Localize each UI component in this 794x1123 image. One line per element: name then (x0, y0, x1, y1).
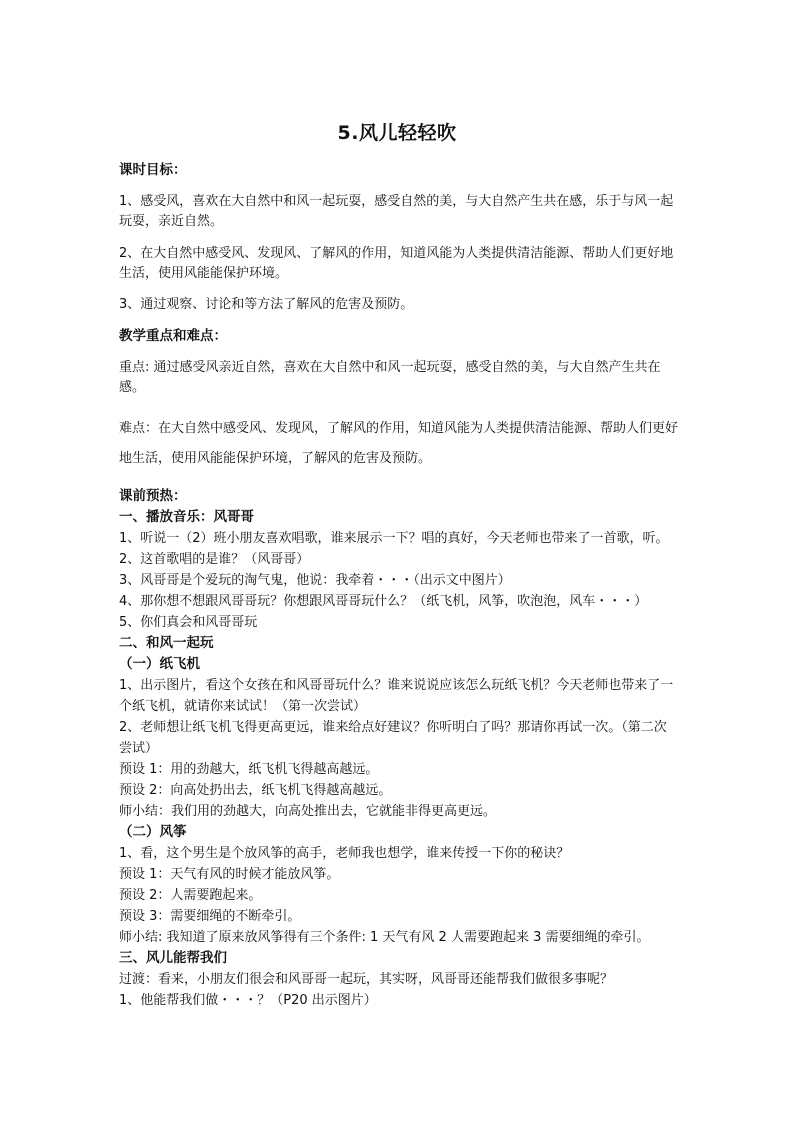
sub1-line: 1、出示图片，看这个女孩在和风哥哥玩什么？谁来说说应该怎么玩纸飞机？今天老师也带来了一个纸飞机，就请你来试试！（第一次尝试） (119, 678, 674, 714)
section1-line: 3、风哥哥是个爱玩的淘气鬼，他说：我牵着・・・（出示文中图片） (119, 573, 511, 588)
section3-heading: 三、风儿能帮我们 (119, 950, 227, 966)
sub1-line: 师小结：我们用的劲越大，向高处推出去，它就能非得更高更远。 (119, 804, 497, 819)
sub2-line: 预设 3：需要细绳的不断牵引。 (119, 909, 301, 924)
objective-2: 2、在大自然中感受风、发现风、了解风的作用，知道风能为人类提供清洁能源、帮助人们更好地生活，使用风能能保护环境。 (119, 246, 674, 281)
warmup-section (119, 486, 679, 1011)
sub2-line: 1、看，这个男生是个放风筝的高手，老师我也想学，谁来传授一下你的秘诀？ (119, 846, 570, 861)
section1-line: 5、你们真会和风哥哥玩 (119, 615, 258, 630)
sub2-line: 预设 1：天气有风的时候才能放风筝。 (119, 867, 340, 882)
sub2-line: 预设 2：人需要跑起来。 (119, 888, 262, 903)
objective-item (119, 244, 679, 284)
section2-heading: 二、和风一起玩 (119, 635, 214, 651)
difficult-point (119, 414, 679, 474)
difficult-point-text: 难点：在大自然中感受风、发现风，了解风的作用，知道风能为人类提供清洁能源、帮助人们更好地生活，使用风能能保护环境，了解风的危害及预防。 (119, 421, 679, 466)
objectives-heading: 课时目标： (119, 162, 187, 178)
section1-line: 1、听说一（2）班小朋友喜欢唱歌，谁来展示一下？唱的真好，今天老师也带来了一首歌，听。 (119, 531, 669, 546)
sub1-line: 预设 2：向高处扔出去，纸飞机飞得越高越远。 (119, 783, 392, 798)
sub1-line: 2、老师想让纸飞机飞得更高更远，谁来给点好建议？你听明白了吗？那请你再试一次。（第二次尝试） (119, 720, 667, 756)
section3-line: 1、他能帮我们做・・・？（P20 出示图片） (119, 993, 377, 1008)
sub2-heading: （二）风筝 (119, 824, 187, 840)
objective-item (119, 192, 679, 232)
objective-item (119, 295, 679, 315)
section3-line: 过渡：看来，小朋友们很会和风哥哥一起玩，其实呀，风哥哥还能帮我们做很多事呢？ (119, 972, 614, 987)
objective-1: 1、感受风，喜欢在大自然中和风一起玩耍，感受自然的美，与大自然产生共在感，乐于与风一起玩耍，亲近自然。 (119, 194, 674, 229)
important-point-text: 重点: 通过感受风亲近自然，喜欢在大自然中和风一起玩耍，感受自然的美，与大自然产生共在感。 (119, 360, 661, 395)
key-points-heading: 教学重点和难点： (119, 328, 227, 344)
section1-line: 2、这首歌唱的是谁？（风哥哥） (119, 552, 310, 567)
objective-3: 3、通过观察、讨论和等方法了解风的危害及预防。 (119, 297, 414, 312)
objectives-section (119, 160, 679, 180)
key-points-section (119, 326, 679, 346)
section1-heading: 一、播放音乐：风哥哥 (119, 509, 254, 525)
warmup-heading: 课前预热： (119, 488, 187, 504)
sub1-heading: （一）纸飞机 (119, 656, 200, 672)
sub2-line: 师小结: 我知道了原来放风筝得有三个条件: 1 天气有风 2 人需要跑起来 3 需要细绳的牵引。 (119, 930, 650, 945)
section1-line: 4、那你想不想跟风哥哥玩？你想跟风哥哥玩什么？（纸飞机，风筝，吹泡泡，风车・・・） (119, 594, 648, 609)
document-title: 5.风儿轻轻吹 (337, 122, 457, 144)
important-point (119, 358, 679, 398)
sub1-line: 预设 1：用的劲越大，纸飞机飞得越高越远。 (119, 762, 379, 777)
